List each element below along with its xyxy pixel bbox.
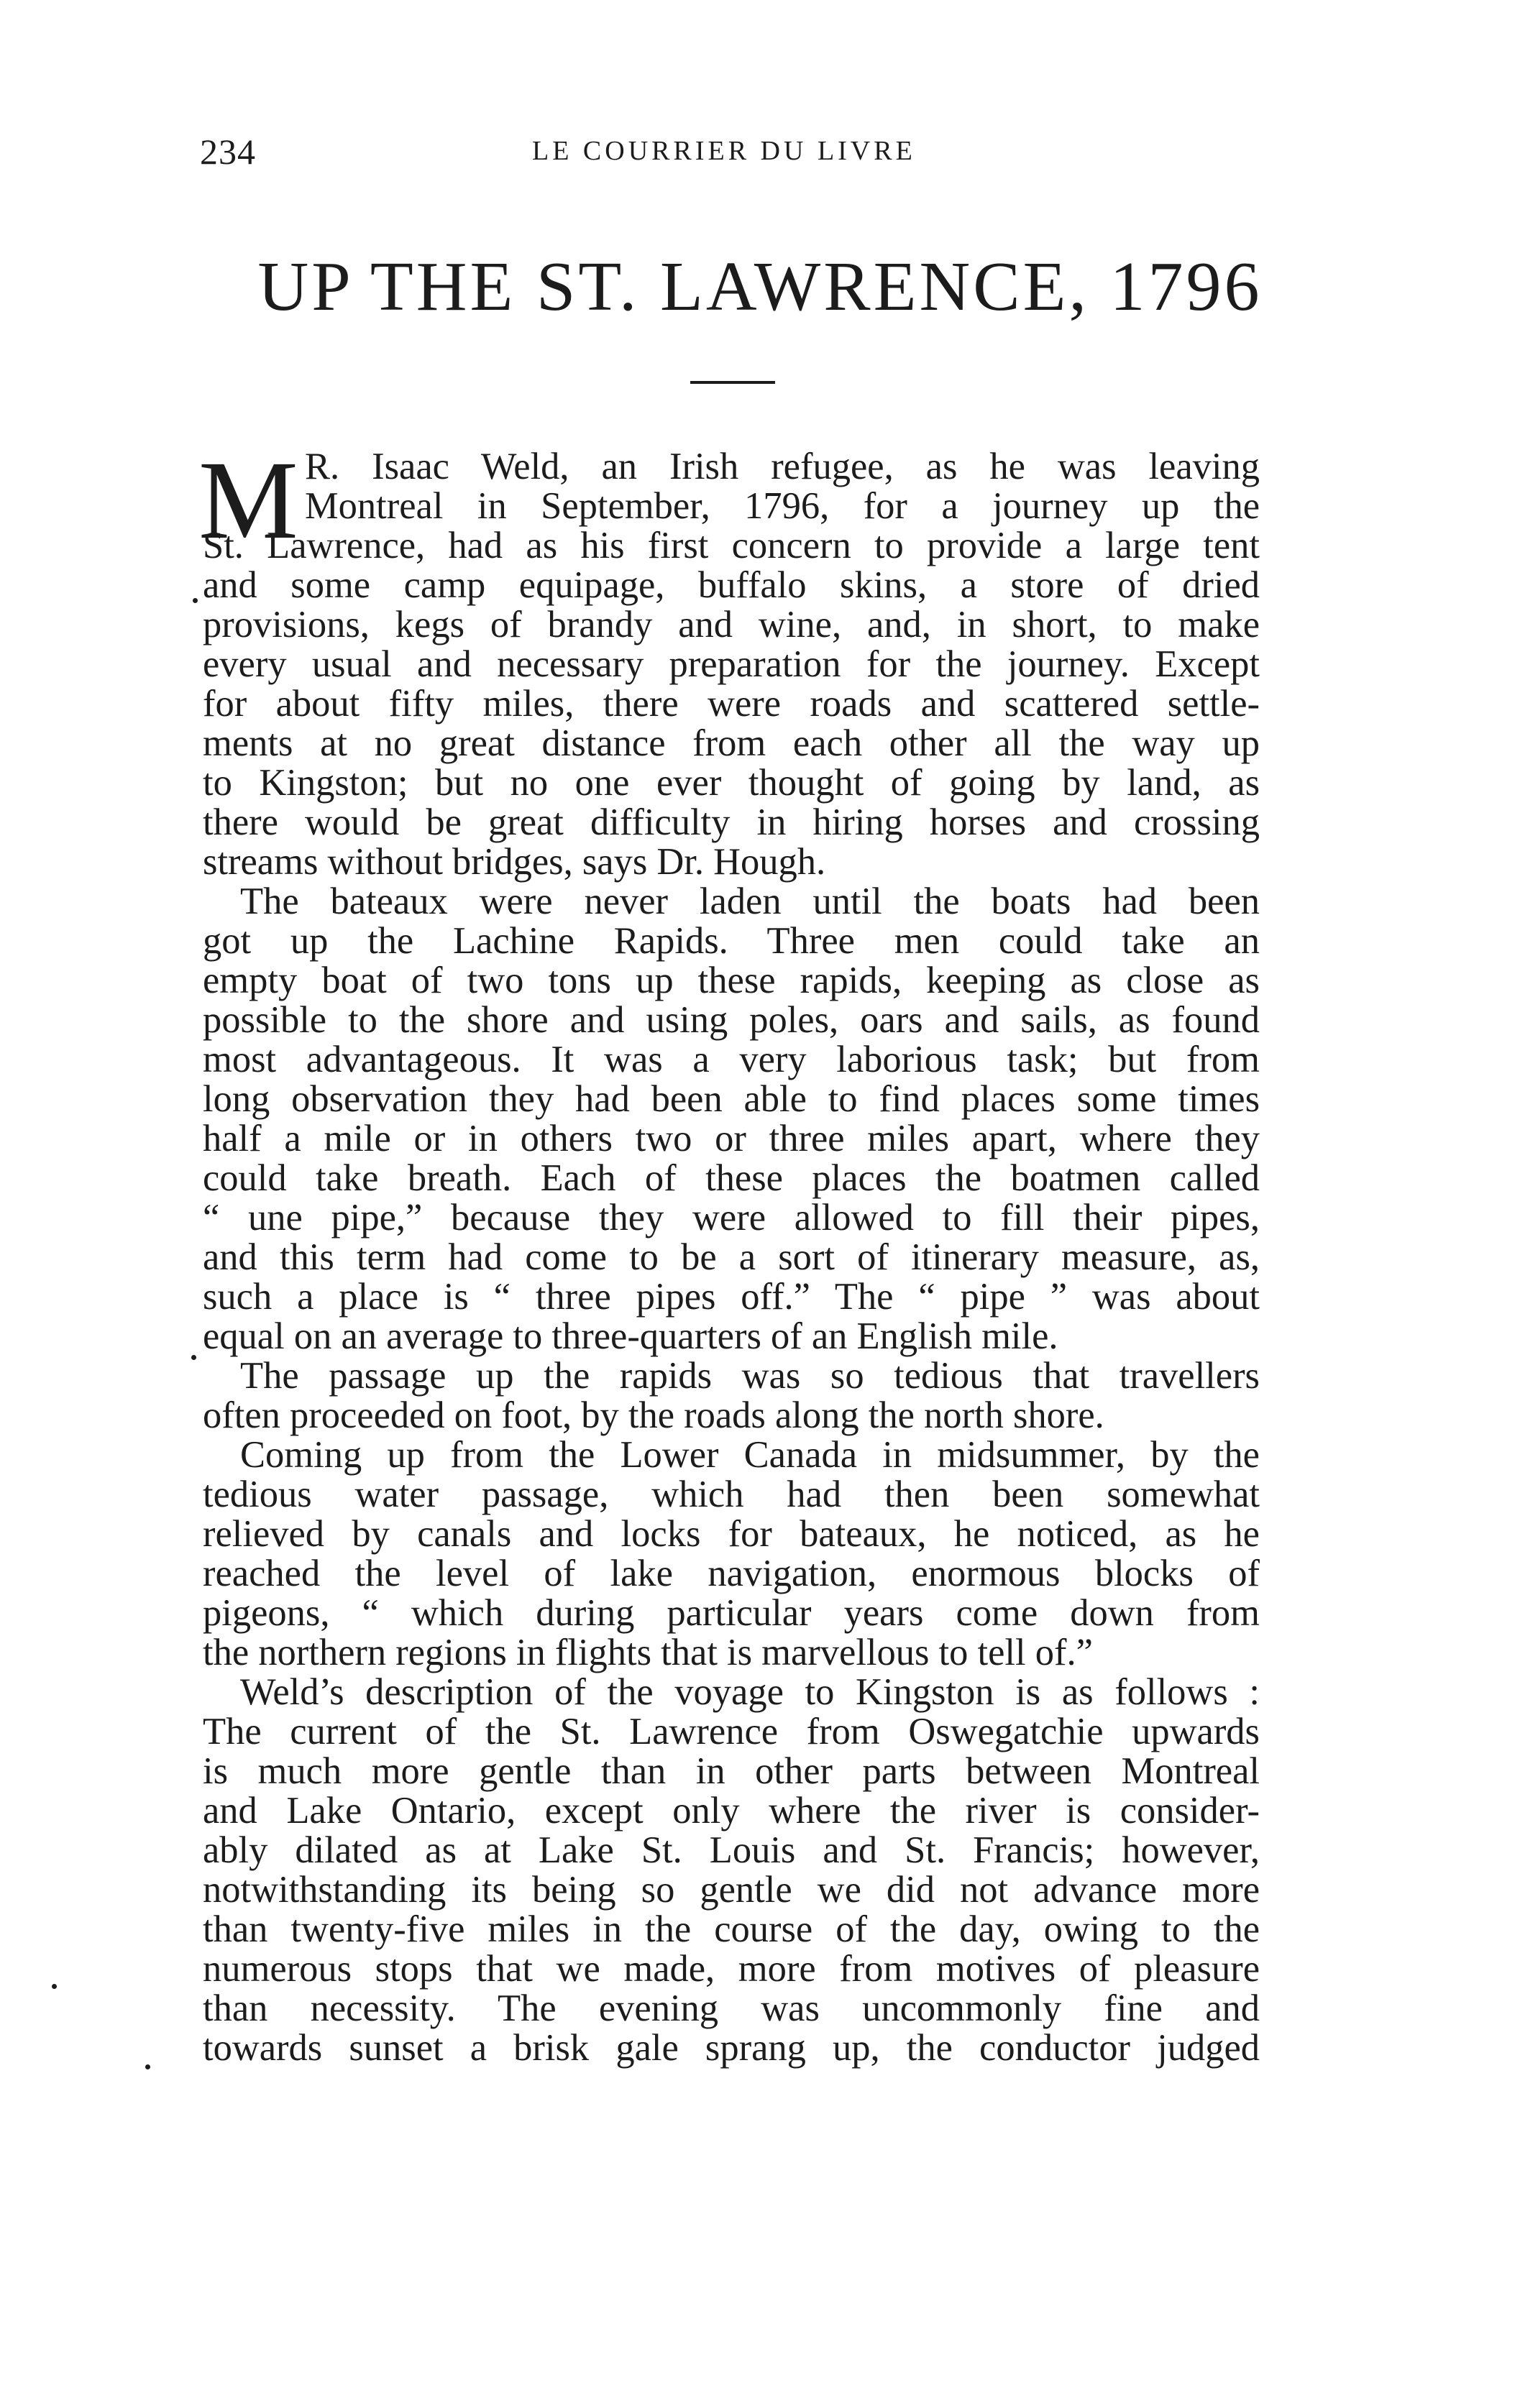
text-line: towards sunset a brisk gale sprang up, the conductor judged bbox=[203, 2027, 1260, 2069]
text-line: every usual and necessary preparation for the journey. Except bbox=[203, 643, 1260, 685]
margin-mark bbox=[193, 598, 198, 603]
text-line: and this term had come to be a sort of itinerary measure, as, bbox=[203, 1236, 1260, 1278]
text-line: numerous stops that we made, more from motives of pleasure bbox=[203, 1948, 1260, 1990]
text-line: pigeons, “ which during particular years come down from bbox=[203, 1592, 1260, 1634]
text-line: for about fifty miles, there were roads and scattered settle- bbox=[203, 683, 1260, 725]
text-line: than necessity. The evening was uncommonly fine and bbox=[203, 1987, 1260, 2029]
text-line: there would be great difficulty in hiring horses and crossing bbox=[203, 801, 1260, 843]
text-line: streams without bridges, says Dr. Hough. bbox=[203, 841, 826, 883]
text-line: notwithstanding its being so gentle we did not advance more bbox=[203, 1869, 1260, 1911]
journal-title: LE COURRIER DU LIVRE bbox=[532, 136, 916, 166]
text-line: ably dilated as at Lake St. Louis and St. Francis; however, bbox=[203, 1829, 1260, 1871]
text-line: such a place is “ three pipes off.” The “ pipe ” was about bbox=[203, 1276, 1260, 1318]
text-line: The current of the St. Lawrence from Oswegatchie upwards bbox=[203, 1711, 1260, 1752]
text-line: ments at no great distance from each other all the way up bbox=[203, 722, 1260, 764]
text-line: provisions, kegs of brandy and wine, and, in short, to make bbox=[203, 604, 1260, 645]
text-line: Montreal in September, 1796, for a journey up the bbox=[305, 485, 1260, 527]
text-line: Weld’s description of the voyage to Kingston is as follows : bbox=[240, 1671, 1260, 1713]
text-line: long observation they had been able to find places some times bbox=[203, 1078, 1260, 1120]
text-line: empty boat of two tons up these rapids, keeping as close as bbox=[203, 960, 1260, 1001]
text-line: got up the Lachine Rapids. Three men could take an bbox=[203, 920, 1260, 962]
text-line: R. Isaac Weld, an Irish refugee, as he was leaving bbox=[305, 446, 1260, 487]
text-line: could take breath. Each of these places the boatmen called bbox=[203, 1157, 1260, 1199]
text-line: half a mile or in others two or three miles apart, where they bbox=[203, 1118, 1260, 1159]
text-line: to Kingston; but no one ever thought of going by land, as bbox=[203, 762, 1260, 804]
text-line: equal on an average to three-quarters of an English mile. bbox=[203, 1315, 1058, 1357]
margin-mark bbox=[52, 1984, 57, 1989]
text-line: most advantageous. It was a very laborious task; but from bbox=[203, 1039, 1260, 1080]
text-line: “ une pipe,” because they were allowed to fill their pipes, bbox=[203, 1197, 1260, 1239]
text-line: often proceeded on foot, by the roads along the north shore. bbox=[203, 1394, 1104, 1436]
text-line: The passage up the rapids was so tedious that travellers bbox=[240, 1355, 1260, 1397]
text-line: and some camp equipage, buffalo skins, a store of dried bbox=[203, 564, 1260, 606]
title-divider bbox=[690, 381, 775, 384]
text-line: St. Lawrence, had as his first concern to provide a large tent bbox=[203, 525, 1260, 566]
text-line: is much more gentle than in other parts between Montreal bbox=[203, 1750, 1260, 1792]
margin-mark bbox=[191, 1355, 196, 1360]
text-line: tedious water passage, which had then been somewhat bbox=[203, 1474, 1260, 1515]
running-head bbox=[200, 131, 1278, 188]
margin-mark bbox=[145, 2064, 150, 2069]
text-line: the northern regions in flights that is marvellous to tell of.” bbox=[203, 1632, 1093, 1673]
text-line: possible to the shore and using poles, oars and sails, as found bbox=[203, 999, 1260, 1041]
article-body bbox=[198, 438, 1260, 2069]
text-line: than twenty-five miles in the course of the day, owing to the bbox=[203, 1908, 1260, 1950]
text-line: Coming up from the Lower Canada in midsummer, by the bbox=[240, 1434, 1260, 1476]
text-line: relieved by canals and locks for bateaux, he noticed, as he bbox=[203, 1513, 1260, 1555]
drop-cap: M bbox=[198, 438, 298, 562]
text-line: reached the level of lake navigation, enormous blocks of bbox=[203, 1553, 1260, 1594]
page-number: 234 bbox=[200, 132, 256, 172]
text-line: and Lake Ontario, except only where the river is consider- bbox=[203, 1790, 1260, 1832]
text-line: The bateaux were never laden until the boats had been bbox=[240, 881, 1260, 922]
article-title: UP THE ST. LAWRENCE, 1796 bbox=[257, 248, 1263, 326]
